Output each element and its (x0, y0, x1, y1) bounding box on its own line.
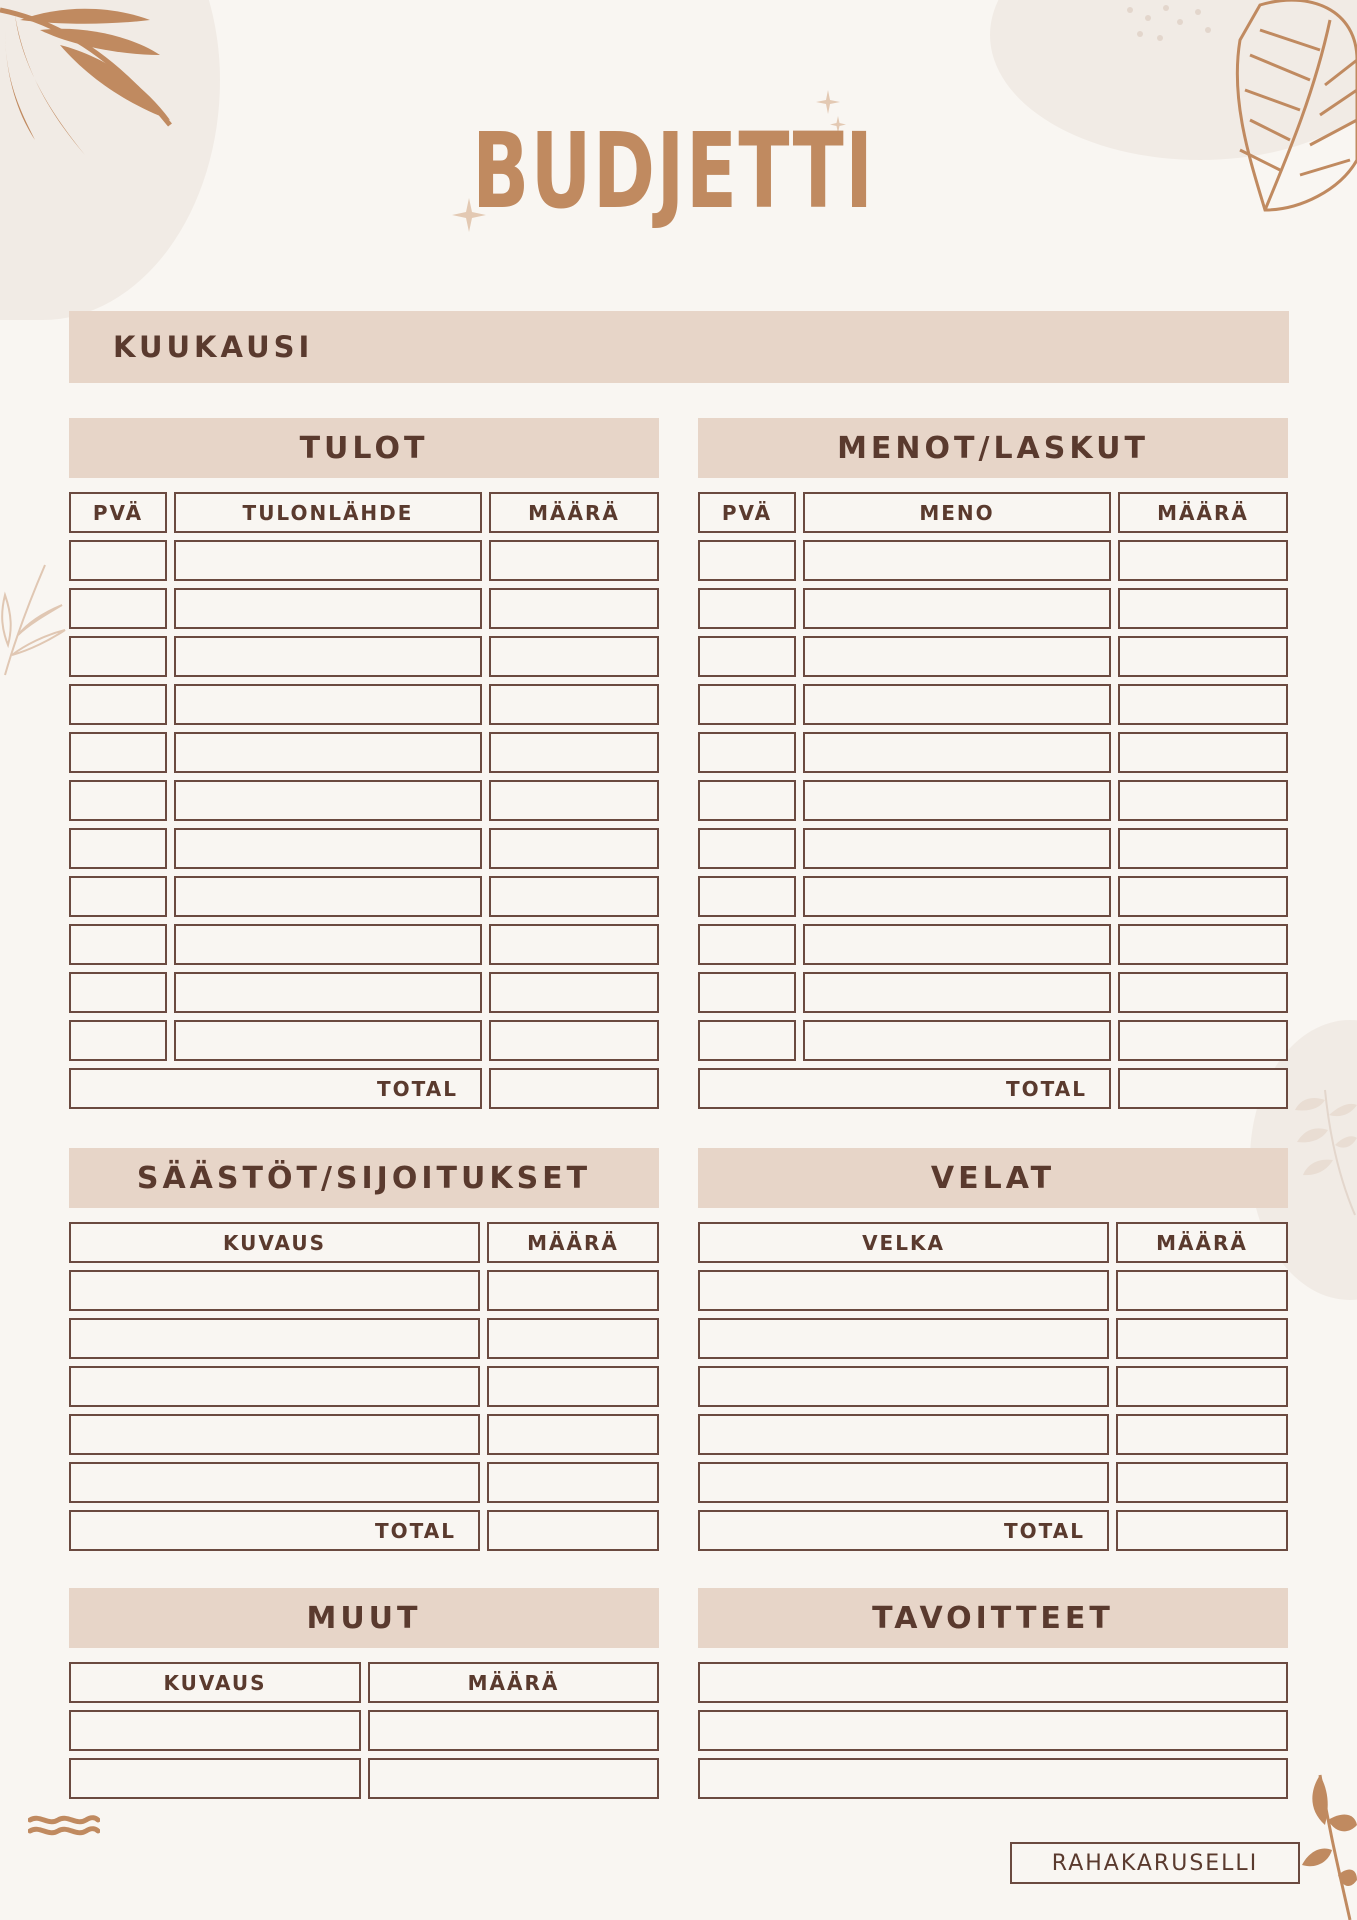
column-header-amount: MÄÄRÄ (1116, 1222, 1288, 1263)
fern-icon (1295, 1080, 1357, 1220)
column-header-description: KUVAUS (69, 1662, 361, 1703)
table-row (69, 1758, 659, 1799)
table-row (698, 1414, 1288, 1455)
input-cell[interactable] (803, 780, 1111, 821)
input-cell[interactable] (368, 1758, 659, 1799)
table-row (698, 1318, 1288, 1359)
savings-heading: SÄÄSTÖT/SIJOITUKSET (69, 1148, 659, 1208)
input-cell[interactable] (698, 684, 796, 725)
table-row (69, 1270, 659, 1311)
dots-pattern (1120, 0, 1220, 45)
input-cell[interactable] (1116, 1270, 1288, 1311)
input-cell[interactable] (487, 1414, 659, 1455)
input-cell[interactable] (489, 1020, 659, 1061)
table-row (69, 684, 659, 725)
table-row (698, 636, 1288, 677)
table-row (69, 1462, 659, 1503)
input-cell[interactable] (69, 876, 167, 917)
total-row (69, 1068, 659, 1109)
input-cell[interactable] (69, 1020, 167, 1061)
input-cell[interactable] (174, 540, 482, 581)
input-cell[interactable] (803, 828, 1111, 869)
debts-section (698, 1148, 1288, 1558)
table-row (69, 1710, 659, 1751)
total-label: TOTAL (698, 1510, 1109, 1551)
input-cell[interactable] (803, 588, 1111, 629)
column-header-amount: MÄÄRÄ (1118, 492, 1288, 533)
page-title: BUDJETTI (472, 110, 875, 232)
table-row (69, 1414, 659, 1455)
input-cell[interactable] (489, 780, 659, 821)
expenses-section (698, 418, 1288, 1116)
input-cell[interactable] (69, 1710, 361, 1751)
input-cell[interactable] (489, 732, 659, 773)
input-cell[interactable] (174, 1020, 482, 1061)
table-row (69, 924, 659, 965)
debts-rows (698, 1270, 1288, 1503)
table-row (698, 732, 1288, 773)
input-cell[interactable] (1118, 1020, 1288, 1061)
month-label: KUUKAUSI (113, 330, 314, 364)
table-header-row (698, 1222, 1288, 1263)
input-cell[interactable] (698, 924, 796, 965)
input-cell[interactable] (803, 924, 1111, 965)
table-row (698, 540, 1288, 581)
goals-section (698, 1588, 1288, 1806)
input-cell[interactable] (174, 588, 482, 629)
table-row (69, 1366, 659, 1407)
input-cell[interactable] (69, 1414, 480, 1455)
total-amount-field[interactable] (1116, 1510, 1288, 1551)
total-amount-field[interactable] (489, 1068, 659, 1109)
input-cell[interactable] (1116, 1414, 1288, 1455)
input-cell[interactable] (1118, 828, 1288, 869)
input-cell[interactable] (69, 732, 167, 773)
input-cell[interactable] (803, 636, 1111, 677)
input-cell[interactable] (69, 828, 167, 869)
input-cell[interactable] (1118, 732, 1288, 773)
input-cell[interactable] (698, 828, 796, 869)
input-cell[interactable] (803, 1020, 1111, 1061)
input-cell[interactable] (69, 636, 167, 677)
month-field[interactable] (69, 311, 1289, 383)
table-row (698, 588, 1288, 629)
input-cell[interactable] (489, 684, 659, 725)
input-cell[interactable] (174, 684, 482, 725)
input-cell[interactable] (803, 876, 1111, 917)
input-cell[interactable] (1118, 972, 1288, 1013)
input-cell[interactable] (698, 1462, 1109, 1503)
total-label: TOTAL (69, 1510, 480, 1551)
input-cell[interactable] (1118, 924, 1288, 965)
column-header-expense: MENO (803, 492, 1111, 533)
debts-heading: VELAT (698, 1148, 1288, 1208)
goal-input[interactable] (698, 1662, 1288, 1703)
input-cell[interactable] (69, 540, 167, 581)
table-row (69, 588, 659, 629)
input-cell[interactable] (489, 972, 659, 1013)
input-cell[interactable] (69, 972, 167, 1013)
input-cell[interactable] (69, 1270, 480, 1311)
input-cell[interactable] (489, 828, 659, 869)
savings-rows (69, 1270, 659, 1503)
table-row (69, 972, 659, 1013)
goal-row (698, 1662, 1288, 1703)
input-cell[interactable] (69, 1318, 480, 1359)
column-header-date: PVÄ (698, 492, 796, 533)
table-row (69, 1020, 659, 1061)
monstera-leaf-icon (1220, 0, 1357, 215)
total-label: TOTAL (698, 1068, 1111, 1109)
expenses-rows (698, 540, 1288, 1061)
table-row (698, 924, 1288, 965)
table-row (698, 1462, 1288, 1503)
total-label: TOTAL (69, 1068, 482, 1109)
column-header-amount: MÄÄRÄ (368, 1662, 659, 1703)
input-cell[interactable] (487, 1366, 659, 1407)
table-row (69, 732, 659, 773)
input-cell[interactable] (803, 540, 1111, 581)
input-cell[interactable] (69, 1462, 480, 1503)
column-header-source: TULONLÄHDE (174, 492, 482, 533)
input-cell[interactable] (69, 1758, 361, 1799)
table-header-row (69, 492, 659, 533)
income-section (69, 418, 659, 1116)
input-cell[interactable] (174, 636, 482, 677)
palm-leaf-icon (0, 0, 190, 170)
input-cell[interactable] (489, 924, 659, 965)
input-cell[interactable] (174, 732, 482, 773)
table-header-row (69, 1222, 659, 1263)
input-cell[interactable] (1116, 1462, 1288, 1503)
column-header-description: KUVAUS (69, 1222, 480, 1263)
input-cell[interactable] (1118, 636, 1288, 677)
table-row (69, 828, 659, 869)
input-cell[interactable] (487, 1270, 659, 1311)
debts-table (698, 1222, 1288, 1551)
input-cell[interactable] (69, 1366, 480, 1407)
input-cell[interactable] (69, 924, 167, 965)
savings-table (69, 1222, 659, 1551)
input-cell[interactable] (698, 1414, 1109, 1455)
column-header-date: PVÄ (69, 492, 167, 533)
total-row (69, 1510, 659, 1551)
total-amount-field[interactable] (1118, 1068, 1288, 1109)
input-cell[interactable] (487, 1462, 659, 1503)
input-cell[interactable] (698, 732, 796, 773)
goals-heading: TAVOITTEET (698, 1588, 1288, 1648)
total-row (698, 1068, 1288, 1109)
total-row (698, 1510, 1288, 1551)
other-rows (69, 1710, 659, 1799)
input-cell[interactable] (698, 1366, 1109, 1407)
other-table (69, 1662, 659, 1799)
input-cell[interactable] (698, 972, 796, 1013)
input-cell[interactable] (803, 972, 1111, 1013)
income-heading: TULOT (69, 418, 659, 478)
input-cell[interactable] (174, 924, 482, 965)
table-row (69, 1318, 659, 1359)
brand-label: RAHAKARUSELLI (1010, 1842, 1300, 1884)
input-cell[interactable] (1116, 1318, 1288, 1359)
fern-icon (0, 560, 70, 680)
goal-input[interactable] (698, 1710, 1288, 1751)
input-cell[interactable] (487, 1318, 659, 1359)
input-cell[interactable] (489, 636, 659, 677)
other-section (69, 1588, 659, 1806)
goals-rows (698, 1662, 1288, 1799)
input-cell[interactable] (1118, 588, 1288, 629)
input-cell[interactable] (1116, 1366, 1288, 1407)
table-row (698, 1020, 1288, 1061)
input-cell[interactable] (174, 780, 482, 821)
column-header-debt: VELKA (698, 1222, 1109, 1263)
input-cell[interactable] (489, 540, 659, 581)
table-row (698, 828, 1288, 869)
table-row (698, 1366, 1288, 1407)
table-header-row (69, 1662, 659, 1703)
table-row (698, 876, 1288, 917)
input-cell[interactable] (368, 1710, 659, 1751)
input-cell[interactable] (698, 876, 796, 917)
input-cell[interactable] (1118, 540, 1288, 581)
table-header-row (698, 492, 1288, 533)
goal-row (698, 1710, 1288, 1751)
goal-row (698, 1758, 1288, 1799)
goal-input[interactable] (698, 1758, 1288, 1799)
input-cell[interactable] (698, 1318, 1109, 1359)
palm-leaf-icon (1290, 1765, 1357, 1920)
input-cell[interactable] (69, 588, 167, 629)
input-cell[interactable] (1118, 684, 1288, 725)
wave-icon (28, 1812, 100, 1838)
input-cell[interactable] (698, 1020, 796, 1061)
input-cell[interactable] (698, 1270, 1109, 1311)
input-cell[interactable] (489, 876, 659, 917)
input-cell[interactable] (1118, 780, 1288, 821)
table-row (698, 972, 1288, 1013)
input-cell[interactable] (174, 972, 482, 1013)
table-row (69, 636, 659, 677)
table-row (698, 684, 1288, 725)
table-row (698, 780, 1288, 821)
input-cell[interactable] (69, 780, 167, 821)
table-row (69, 540, 659, 581)
income-rows (69, 540, 659, 1061)
goals-list (698, 1662, 1288, 1799)
input-cell[interactable] (698, 780, 796, 821)
input-cell[interactable] (803, 732, 1111, 773)
table-row (698, 1270, 1288, 1311)
input-cell[interactable] (489, 588, 659, 629)
table-row (69, 780, 659, 821)
table-row (69, 876, 659, 917)
input-cell[interactable] (174, 828, 482, 869)
total-amount-field[interactable] (487, 1510, 659, 1551)
expenses-heading: MENOT/LASKUT (698, 418, 1288, 478)
other-heading: MUUT (69, 1588, 659, 1648)
column-header-amount: MÄÄRÄ (487, 1222, 659, 1263)
expenses-table (698, 492, 1288, 1109)
income-table (69, 492, 659, 1109)
column-header-amount: MÄÄRÄ (489, 492, 659, 533)
input-cell[interactable] (1118, 876, 1288, 917)
input-cell[interactable] (698, 636, 796, 677)
input-cell[interactable] (69, 684, 167, 725)
input-cell[interactable] (698, 540, 796, 581)
input-cell[interactable] (698, 588, 796, 629)
input-cell[interactable] (174, 876, 482, 917)
savings-section (69, 1148, 659, 1558)
input-cell[interactable] (803, 684, 1111, 725)
